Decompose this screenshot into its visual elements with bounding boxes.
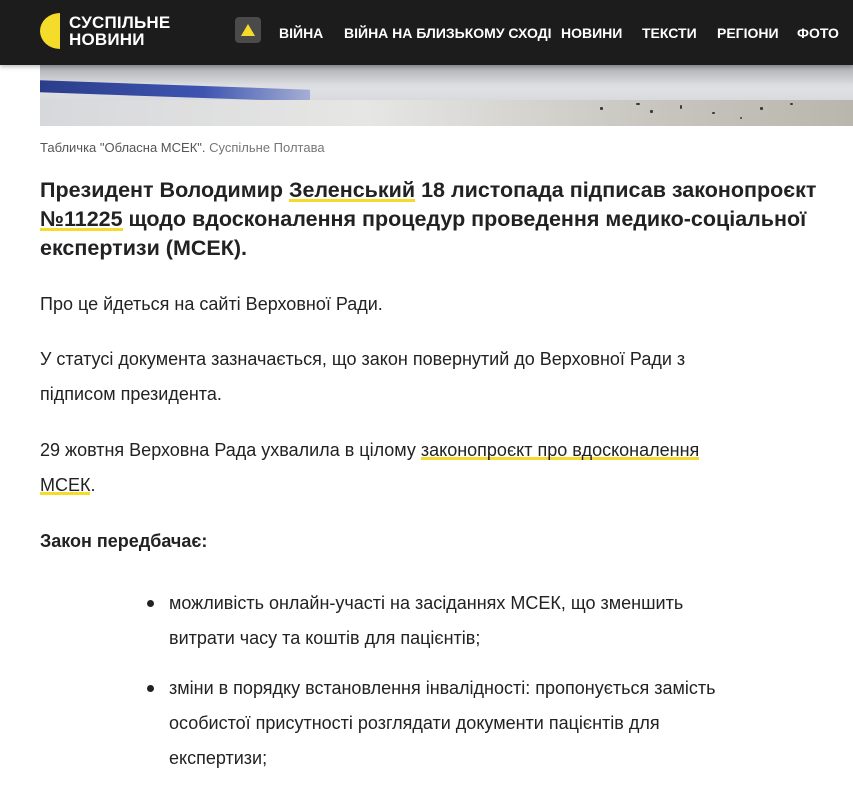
- paragraph-2-line-1: У статусі документа зазначається, що закон повернутий до Верховної Ради з: [40, 349, 686, 369]
- paragraph-1: Про це йдеться на сайті Верховної Ради.: [40, 294, 383, 314]
- site-logo[interactable]: [40, 13, 170, 49]
- link-msek-bill-cont[interactable]: МСЕК: [40, 475, 91, 495]
- paragraph-2-line-2: підписом президента.: [40, 384, 222, 404]
- bullet-icon: [147, 685, 154, 692]
- nav-item-middle-east[interactable]: ВІЙНА НА БЛИЗЬКОМУ СХОДІ: [344, 24, 552, 41]
- nav-item-war[interactable]: ВІЙНА: [279, 24, 324, 41]
- logo-line-2: НОВИНИ: [69, 30, 145, 49]
- list-item-line: експертизи;: [169, 748, 268, 768]
- list-item-line: витрати часу та коштів для пацієнтів;: [169, 628, 481, 648]
- link-msek-bill[interactable]: законопроєкт про вдосконалення: [420, 440, 700, 460]
- lead-text-3: щодо вдосконалення процедур проведення медико-соціальної експертизи (МСЕК).: [40, 207, 807, 260]
- lead-text-2: 18 листопада підписав законопроєкт: [415, 178, 817, 202]
- logo-half-circle-icon: [40, 13, 60, 49]
- paragraph-3-end: .: [90, 475, 96, 495]
- nav-item-news[interactable]: НОВИНИ: [561, 24, 623, 41]
- list-item-line: можливість онлайн-участі на засіданнях МСЕК, що зменшить: [169, 593, 684, 613]
- list-item-line: особистої присутності розглядати документи пацієнтів для: [169, 713, 660, 733]
- warning-triangle-icon: [241, 24, 255, 36]
- paragraph-3-text: 29 жовтня Верховна Рада ухвалила в цілому: [40, 440, 421, 460]
- alert-button[interactable]: [235, 17, 261, 43]
- logo-text: [69, 14, 170, 48]
- law-heading: Закон передбачає:: [40, 531, 208, 551]
- article-photo: [40, 65, 853, 126]
- list-item: [130, 586, 770, 656]
- caption-text: Табличка "Обласна МСЕК".: [40, 140, 206, 155]
- law-provisions-list: [130, 586, 770, 791]
- article-lead: [40, 176, 820, 263]
- photo-caption: [40, 140, 325, 155]
- bullet-icon: [147, 600, 154, 607]
- lead-text-1: Президент Володимир: [40, 178, 289, 202]
- caption-source: Суспільне Полтава: [209, 140, 325, 155]
- list-item: [130, 671, 770, 776]
- nav-item-texts[interactable]: ТЕКСТИ: [642, 24, 697, 41]
- site-header: [0, 0, 853, 65]
- nav-item-regions[interactable]: РЕГІОНИ: [717, 24, 779, 41]
- link-bill-11225[interactable]: №11225: [40, 207, 123, 231]
- list-item-line: зміни в порядку встановлення інвалідності: пропонується замість: [169, 678, 716, 698]
- paragraph-3: [40, 433, 699, 503]
- paragraph-2: [40, 342, 685, 412]
- link-zelensky[interactable]: Зеленський: [288, 178, 416, 202]
- nav-item-photo[interactable]: ФОТО: [797, 24, 839, 41]
- logo-line-1: СУСПІЛЬНЕ: [69, 13, 171, 32]
